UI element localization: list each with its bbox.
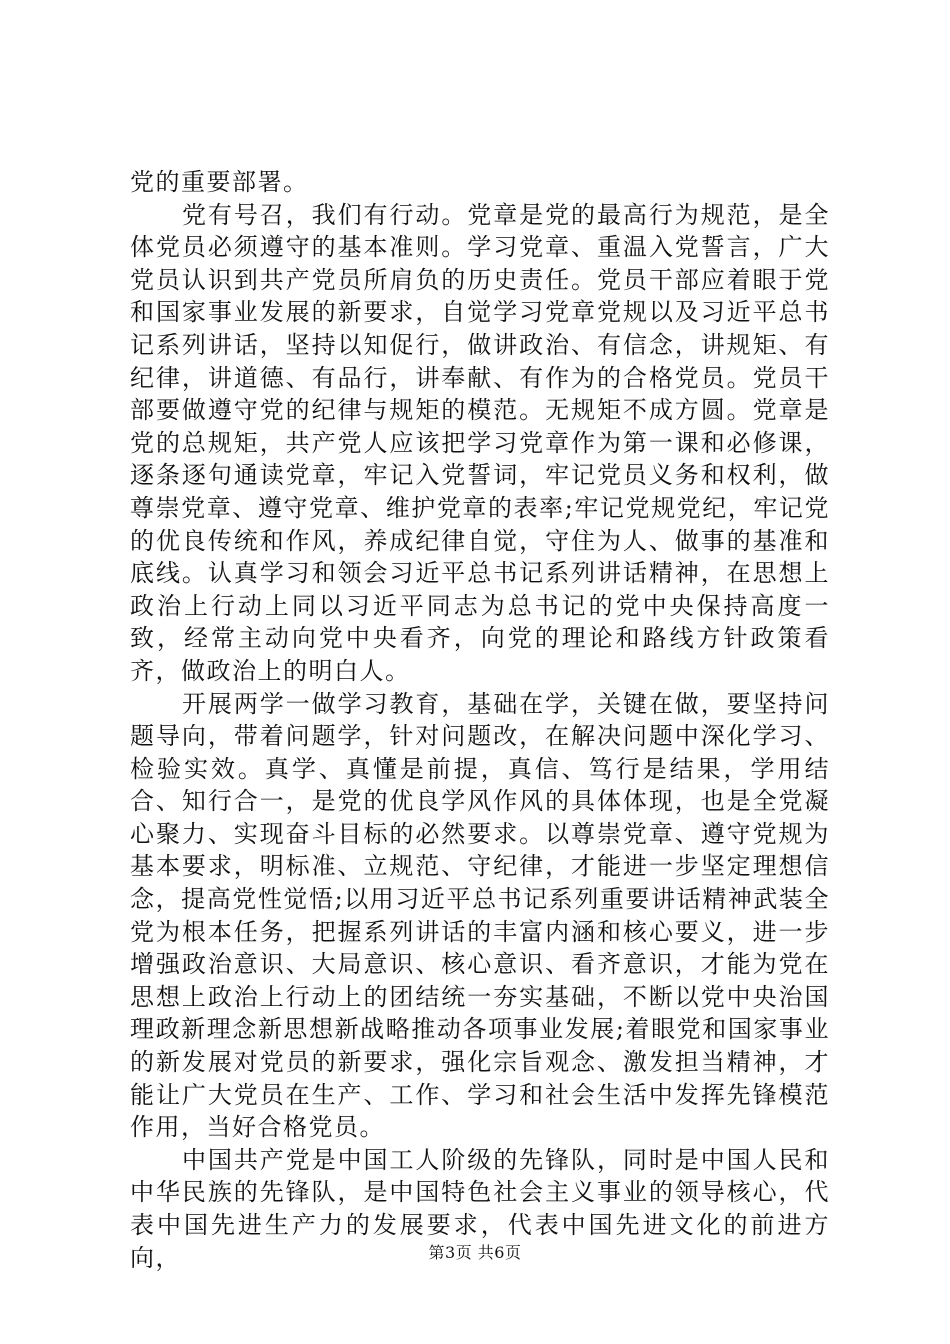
paragraph-party-constitution: 党有号召，我们有行动。党章是党的最高行为规范，是全体党员必须遵守的基本准则。学习党章、重温入党誓言，广大党员认识到共产党员所肩负的历史责任。党员干部应着眼于党和国家事业发展的新要求，自觉学习党章党规以及习近平总书记系列讲话，坚持以知促行，做讲政治、有信念，讲规矩、有纪律，讲道德、有品行，讲奉献、有作为的合格党员。党员干部要做遵守党的纪律与规矩的模范。无规矩不成方圆。党章是党的总规矩，共产党人应该把学习党章作为第一课和必修课，逐条逐句通读党章，牢记入党誓词，牢记党员义务和权利，做尊崇党章、遵守党章、维护党章的表率;牢记党规党纪，牢记党的优良传统和作风，养成纪律自觉，守住为人、做事的基准和底线。认真学习和领会习近平总书记系列讲话精神，在思想上政治上行动上同以习近平同志为总书记的党中央保持高度一致，经常主动向党中央看齐，向党的理论和路线方针政策看齐，做政治上的明白人。 <box>130 200 830 685</box>
paragraph-two-studies-one-action: 开展两学一做学习教育，基础在学，关键在做，要坚持问题导向，带着问题学，针对问题改，在解决问题中深化学习、检验实效。真学、真懂是前提，真信、笃行是结果，学用结合、知行合一，是党的优良学风作风的具体体现，也是全党凝心聚力、实现奋斗目标的必然要求。以尊崇党章、遵守党规为基本要求，明标准、立规范、守纪律，才能进一步坚定理想信念，提高党性觉悟;以用习近平总书记系列重要讲话精神武装全党为根本任务，把握系列讲话的丰富内涵和核心要义，进一步增强政治意识、大局意识、核心意识、看齐意识，才能为党在思想上政治上行动上的团结统一夯实基础，不断以党中央治国理政新理念新思想新战略推动各项事业发展;着眼党和国家事业的新发展对党员的新要求，强化宗旨观念、激发担当精神，才能让广大党员在生产、工作、学习和社会生活中发挥先锋模范作用，当好合格党员。 <box>130 689 830 1142</box>
paragraph-party-vanguard: 中国共产党是中国工人阶级的先锋队，同时是中国人民和中华民族的先锋队，是中国特色社会主义事业的领导核心，代表中国先进生产力的发展要求，代表中国先进文化的前进方向， <box>130 1145 830 1272</box>
page-number-footer: 第3页 共6页 <box>428 1243 522 1262</box>
paragraph-continuation: 党的重要部署。 <box>130 168 309 196</box>
document-body <box>130 166 830 1274</box>
